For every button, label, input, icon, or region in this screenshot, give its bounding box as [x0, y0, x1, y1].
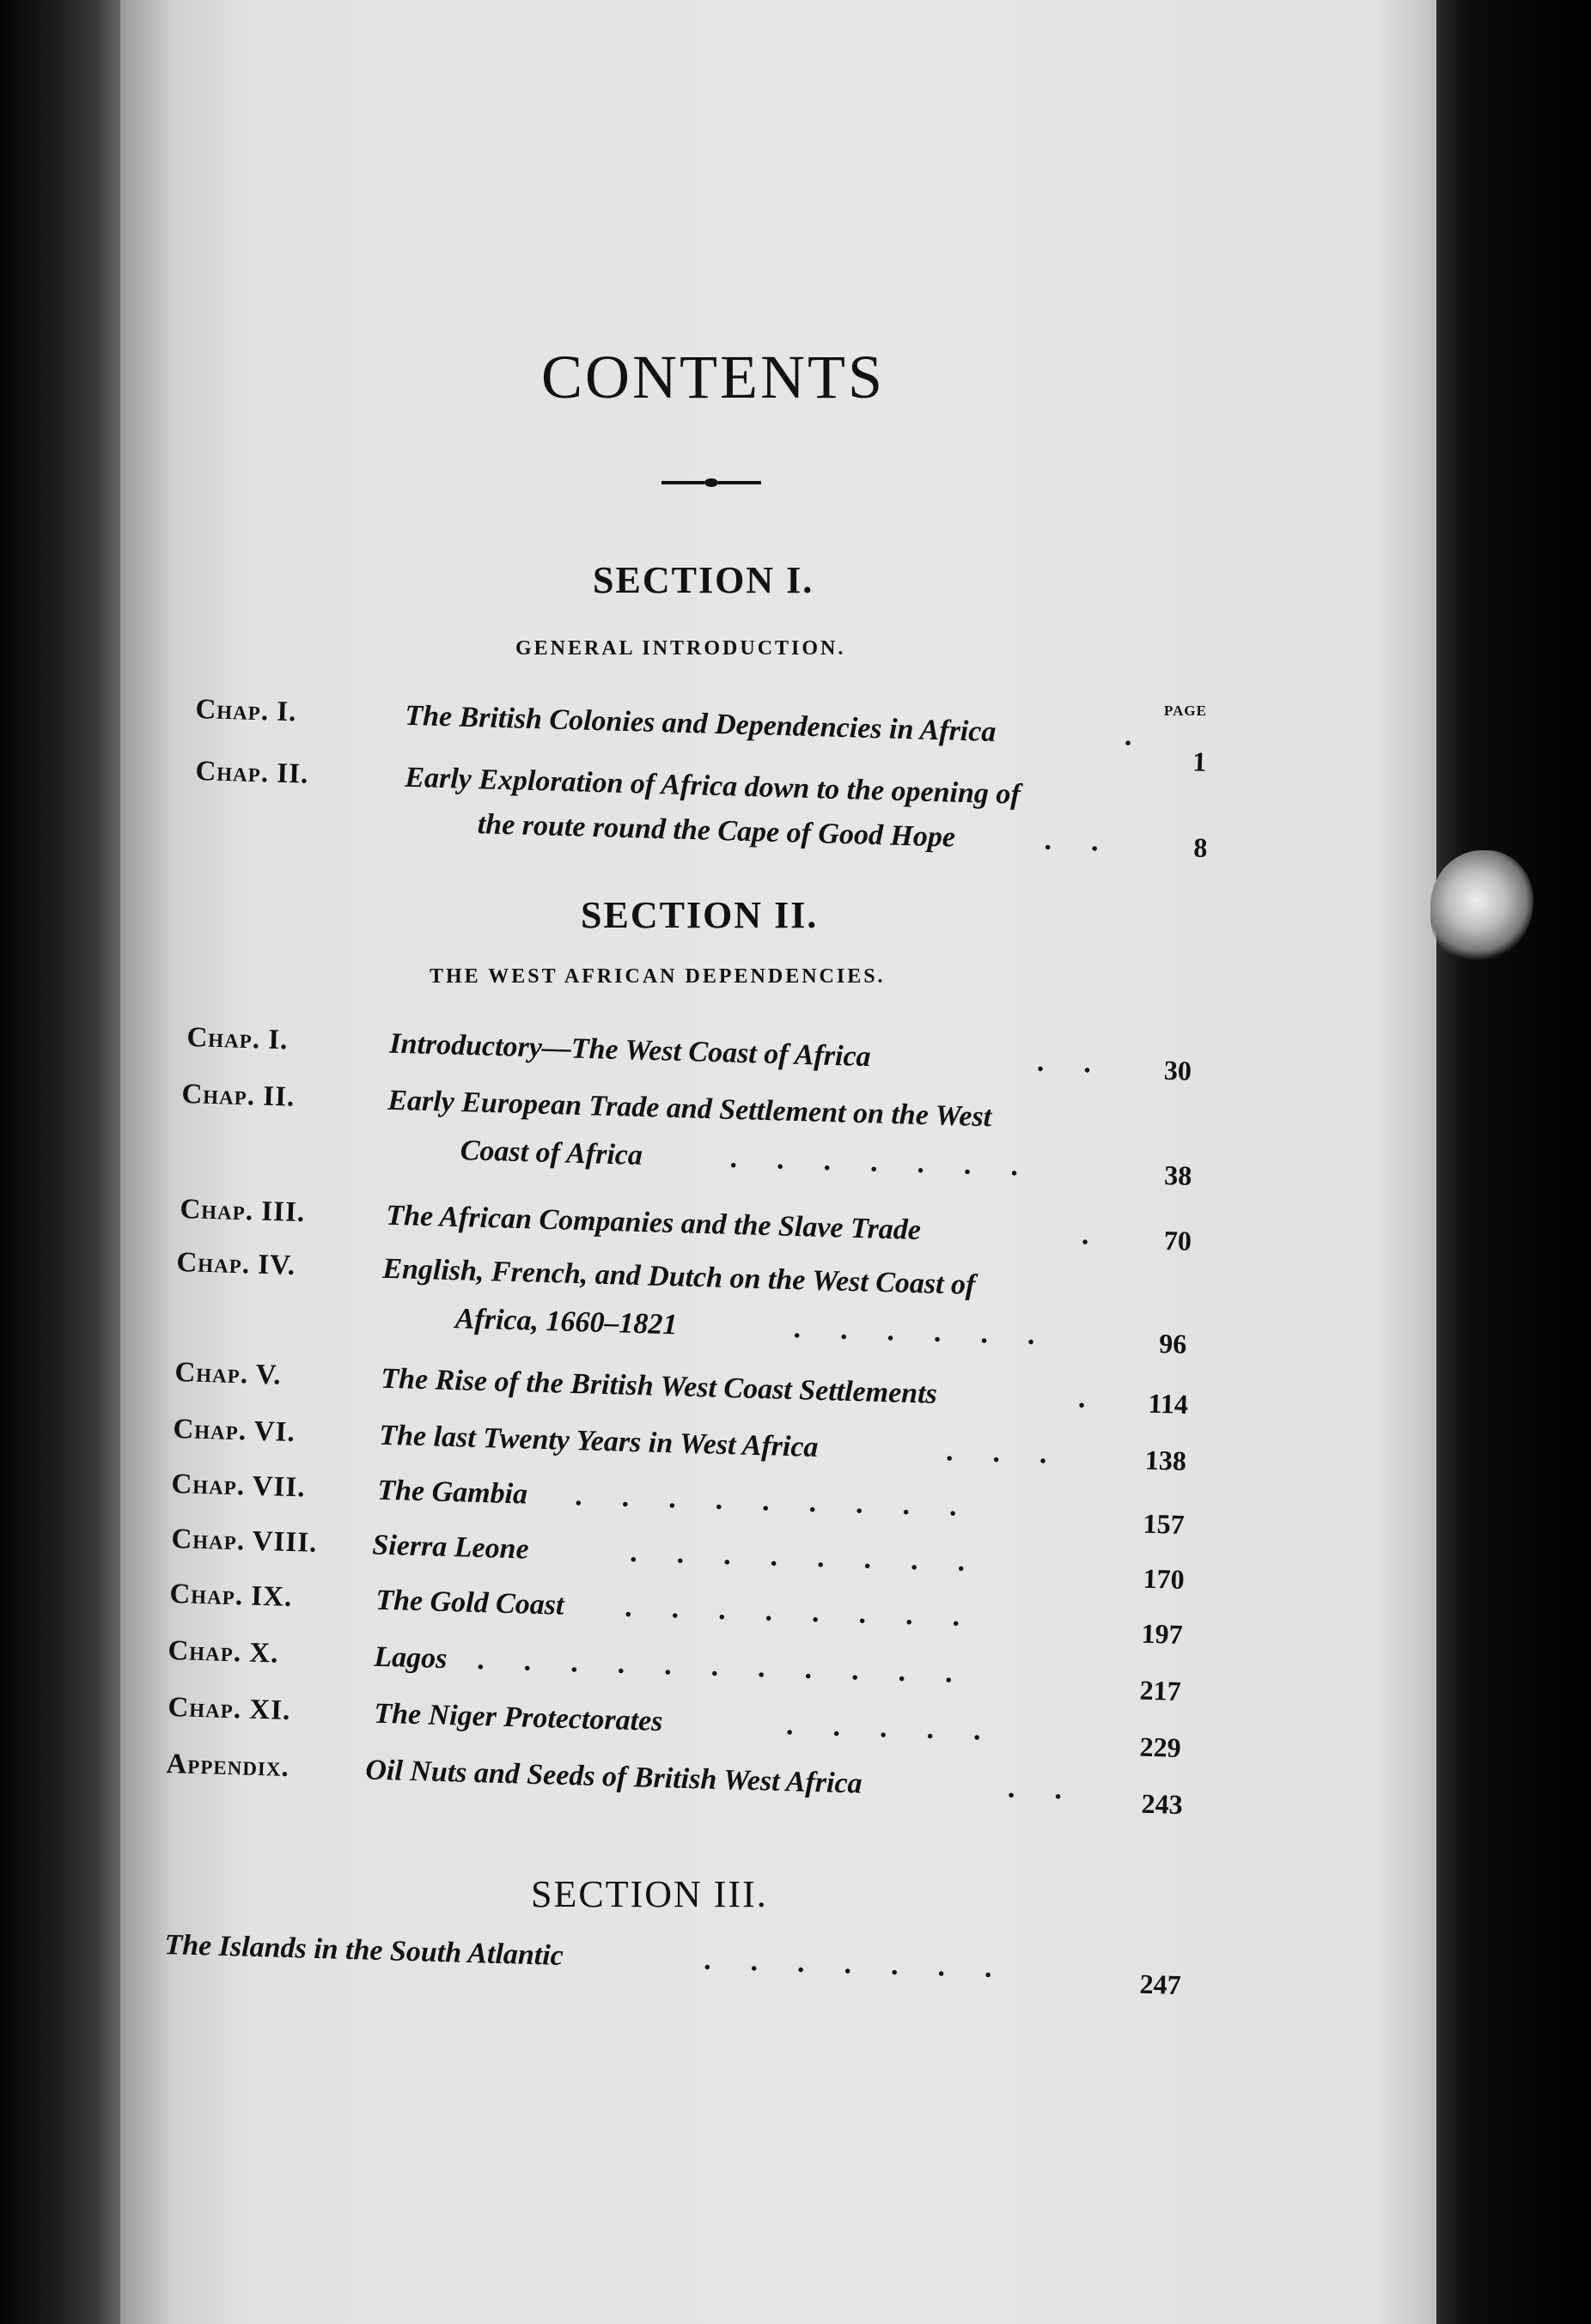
page-number: 8 — [1192, 831, 1208, 863]
chapter-number: Chap. I. — [194, 694, 297, 728]
page-number: 229 — [1139, 1731, 1182, 1763]
toc-entry: The Islands in the South Atlantic ....... 247 — [163, 1929, 1182, 2001]
toc-entry: Chap. I. Introductory—The West Coast of Africa .. 30 — [186, 1022, 1192, 1086]
page-column-label: PAGE — [1164, 703, 1207, 719]
chapter-title: Early European Trade and Settlement on the West — [387, 1084, 992, 1134]
title-ornament — [661, 478, 761, 485]
chapter-title: The last Twenty Years in West Africa — [378, 1419, 819, 1463]
chapter-number: Chap. V. — [174, 1357, 283, 1391]
chapter-title: Introductory—The West Coast of Africa — [388, 1027, 872, 1074]
toc-entry: Chap. XI. The Niger Protectorates ..... 229 — [167, 1692, 1182, 1763]
toc-entry: Chap. VI. The last Twenty Years in West Africa ... 138 — [172, 1414, 1187, 1476]
page-number: 197 — [1141, 1617, 1184, 1650]
toc-entry: Chap. VII. The Gambia ......... 157 — [170, 1469, 1186, 1540]
chapter-title: Sierra Leone — [371, 1529, 530, 1566]
section-subheading: GENERAL INTRODUCTION. — [515, 637, 846, 660]
chapter-title: The Islands in the South Atlantic — [163, 1929, 564, 1972]
chapter-title: The Niger Protectorates — [373, 1697, 663, 1738]
page-number: 70 — [1163, 1224, 1192, 1256]
chapter-number: Chap. IX. — [168, 1579, 293, 1613]
toc-entry: Chap. III. The African Companies and the Slave Trade . 70 — [179, 1194, 1192, 1256]
chapter-title: The British Colonies and Dependencies in Africa — [404, 699, 997, 749]
page-edge-shadow — [1436, 0, 1591, 2324]
toc-entry: Chap. IV. English, French, and Dutch on the West Coast of Africa, 1660–1821 ...... 96 — [175, 1247, 1187, 1360]
chapter-title: English, French, and Dutch on the West Coast of — [381, 1252, 976, 1301]
chapter-number: Chap. VI. — [172, 1414, 296, 1448]
toc-entry: Chap. IX. The Gold Coast ........ 197 — [168, 1579, 1184, 1650]
page-number: 243 — [1141, 1787, 1184, 1821]
chapter-number: Appendix. — [165, 1749, 290, 1783]
toc-entry: Chap. V. The Rise of the British West Coast Settlements . 114 — [174, 1357, 1189, 1420]
page-number: 114 — [1148, 1387, 1189, 1420]
section-heading: SECTION II. — [581, 894, 819, 936]
toc-entry: Chap. X. Lagos ........... 217 — [167, 1635, 1182, 1706]
chapter-title: The Gold Coast — [375, 1584, 564, 1621]
toc-entry: Chap. VIII. Sierra Leone ........ 170 — [170, 1524, 1186, 1595]
page-title: CONTENTS — [541, 343, 885, 411]
chapter-number: Chap. XI. — [167, 1692, 291, 1726]
chapter-number: Chap. X. — [167, 1635, 279, 1670]
section-heading: SECTION I. — [593, 559, 814, 601]
section-heading: SECTION III. — [531, 1873, 768, 1915]
page-number: 30 — [1163, 1054, 1192, 1086]
toc-entry: Chap. II. Early Exploration of Africa down to the opening of the route round the Cape of Good Hope .. 8 — [194, 756, 1208, 863]
page-number: 157 — [1143, 1507, 1186, 1540]
page-number: 38 — [1163, 1159, 1192, 1191]
page-number: 170 — [1143, 1562, 1186, 1595]
toc-entry: Appendix. Oil Nuts and Seeds of British West Africa .. 243 — [165, 1749, 1184, 1821]
toc-entry: Chap. II. Early European Trade and Settlement on the West Coast of Africa ....... 38 — [180, 1079, 1192, 1191]
chapter-number: Chap. VIII. — [170, 1524, 318, 1559]
section-subheading: THE WEST AFRICAN DEPENDENCIES. — [430, 965, 886, 988]
page-number: 138 — [1144, 1444, 1187, 1476]
chapter-number: Chap. III. — [179, 1194, 306, 1229]
chapter-number: Chap. I. — [186, 1022, 289, 1056]
chapter-number: Chap. II. — [194, 756, 309, 790]
chapter-title-continued: Coast of Africa — [460, 1135, 643, 1171]
chapter-title: The Gambia — [376, 1474, 528, 1511]
chapter-number: Chap. VII. — [170, 1469, 307, 1504]
chapter-title: Oil Nuts and Seeds of British West Africa — [364, 1754, 863, 1800]
chapter-title-continued: the route round the Cape of Good Hope — [477, 808, 956, 854]
chapter-title: The Rise of the British West Coast Settlements — [380, 1362, 938, 1410]
chapter-number: Chap. IV. — [175, 1247, 296, 1281]
chapter-title-continued: Africa, 1660–1821 — [454, 1303, 678, 1341]
chapter-title: The African Companies and the Slave Trade — [385, 1199, 922, 1247]
chapter-title: Lagos — [373, 1640, 448, 1676]
chapter-number: Chap. II. — [180, 1079, 296, 1113]
page-number: 1 — [1192, 745, 1207, 777]
book-gutter-shadow — [0, 0, 129, 2324]
page-number: 96 — [1158, 1327, 1187, 1360]
toc-entry: Chap. I. The British Colonies and Dependencies in Africa . 1 — [194, 694, 1207, 777]
page-number: 247 — [1139, 1968, 1182, 2001]
page-number: 217 — [1139, 1674, 1182, 1706]
chapter-title: Early Exploration of Africa down to the opening of — [404, 761, 1021, 811]
